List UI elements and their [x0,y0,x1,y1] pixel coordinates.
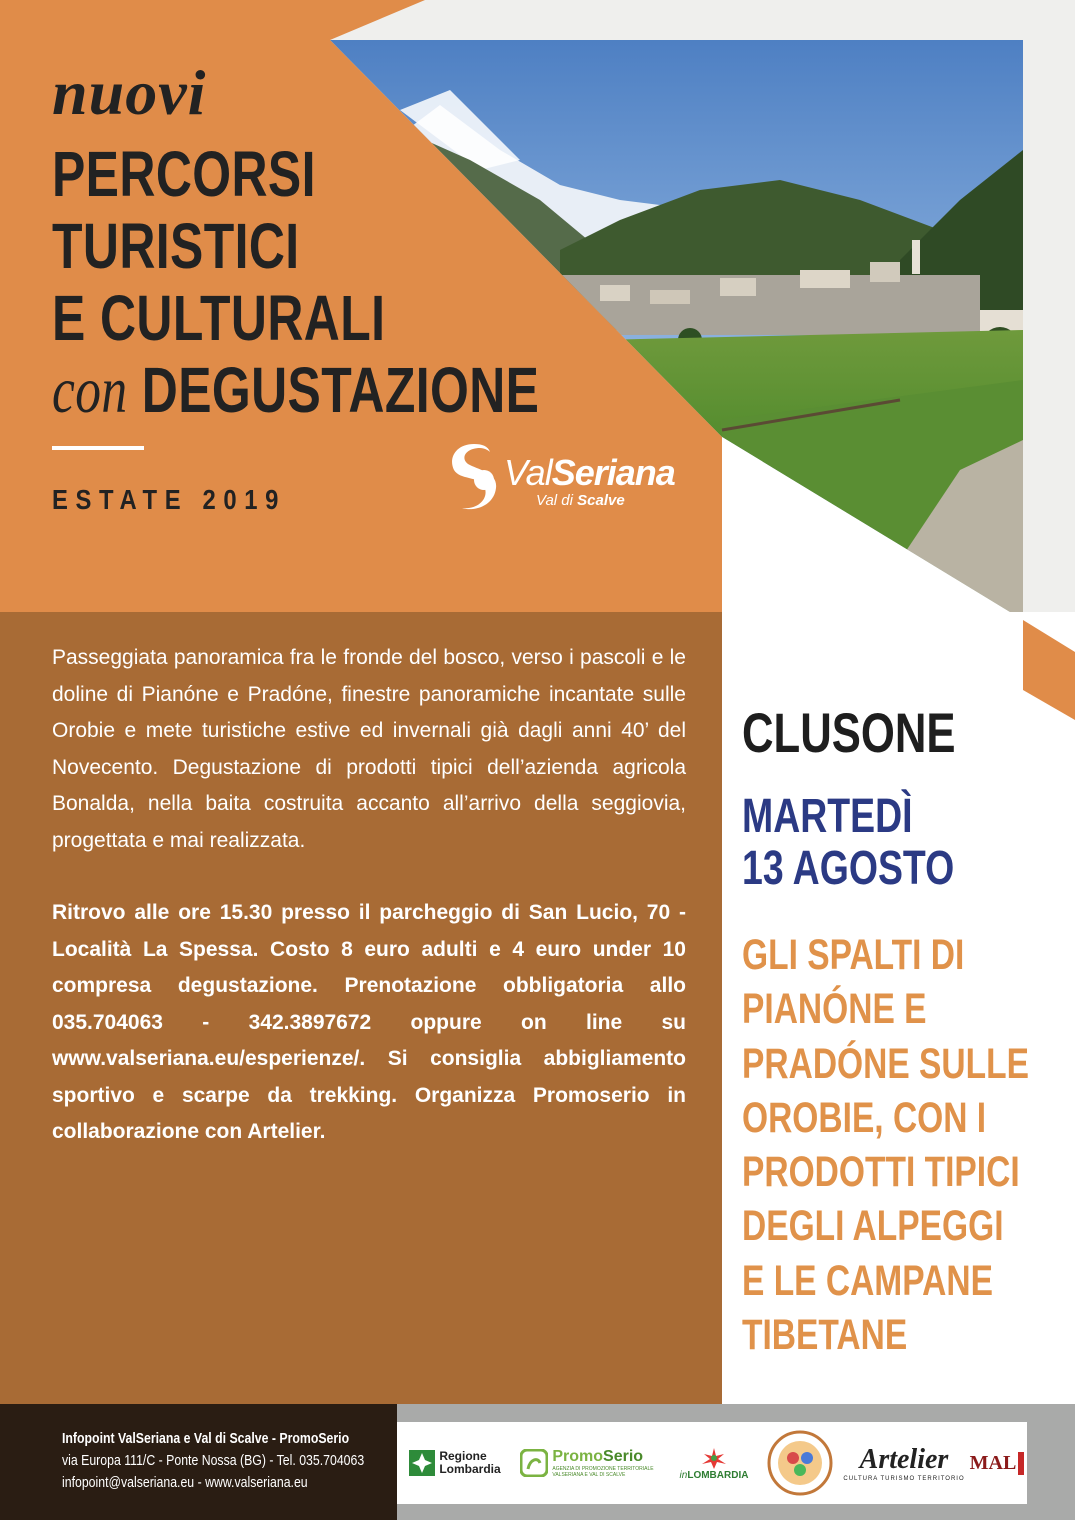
promoserio-label-2: Serio [603,1448,644,1465]
brand-sub-part1: Val di [536,492,578,509]
event-title-line: GLI SPALTI DI [742,931,965,979]
inlombardia-label-1: in [679,1469,688,1481]
mal-label: MAL [970,1452,1025,1475]
header-con: con [52,354,128,427]
event-date: 13 AGOSTO [742,842,955,895]
description-paragraph-1: Passeggiata panoramica fra le fronde del bosco, verso i pascoli e le doline di Pianóne e Pradóne, finestre panoramiche incantate sulle Orobie e mete turistiche estive ed invernali già dagli anni 40’ del Novecento. Degustazione di prodotti tipici dell’azienda agricola Bonalda, nella baita costruita accanto all’arrivo della seggiovia, progettata e mai realizzata. [52,646,686,852]
header-title-line-2: TURISTICI [52,210,300,282]
artelier-label: Artelier [859,1444,949,1475]
promoserio-icon [520,1449,548,1477]
footer-contact [62,1428,364,1494]
promoserio-label-1: Promo [552,1448,604,1465]
header-title-line-1: PERCORSI [52,138,316,210]
event-title-line: E LE CAMPANE [742,1256,993,1305]
event-title-line: PRADÓNE SULLE [742,1039,1029,1088]
event-title-line: PIANÓNE E [742,985,927,1034]
event-date-day: MARTEDÌ [742,790,913,843]
event-title-line: DEGLI ALPEGGI [742,1202,1004,1251]
season-label: ESTATE 2019 [52,484,287,515]
event-title-line: TIBETANE [742,1311,908,1360]
description-paragraph-2: Ritrovo alle ore 15.30 presso il parcheggio di San Lucio, 70 - Località La Spessa. Costo 8 euro adulti e 4 euro under 10 compresa degustazione. Prenotazione obbligatoria allo 035.704063 - 342.3897672 oppure on line su www.valseriana.eu/esperienze/. Si consiglia abbigliamento sportivo e scarpe da trekking. Organizza Promoserio in collaborazione con Artelier. [52,901,686,1143]
promoserio-sub-2: VALSERIANA E VAL DI SCALVE [552,1472,626,1478]
inlombardia-logo [669,1422,759,1504]
brand-name-part2: Seriana [551,452,675,493]
footer-line-2: via Europa 111/C - Ponte Nossa (BG) - Tel. 035.704063 [62,1452,365,1469]
inlombardia-icon [699,1446,729,1470]
brand-sub-part2: Scalve [577,492,625,509]
header-title-line-4 [52,354,539,427]
title-divider [52,446,144,450]
event-title-line: OROBIE, CON I [742,1093,987,1142]
institute-seal-logo [765,1422,835,1504]
artelier-sub: CULTURA TURISMO TERRITORIO [843,1476,965,1482]
promoserio-sub: AGENZIA DI PROMOZIONE TERRITORIALE [552,1466,654,1472]
regione-lombardia-logo [405,1422,505,1504]
header-title-line-3: E CULTURALI [52,282,386,354]
inlombardia-label-2: LOMBARDIA [687,1469,749,1481]
event-title [742,928,1054,1362]
valseriana-logo [444,440,704,520]
mal-club-logo [971,1422,1023,1504]
seal-icon [767,1430,833,1496]
valseriana-logo-icon [444,440,504,514]
header-nuovi: nuovi [52,57,207,128]
partner-logos [397,1422,1027,1504]
footer-line-1: Infopoint ValSeriana e Val di Scalve - PromoSerio [62,1430,350,1447]
footer-line-3: infopoint@valseriana.eu - www.valseriana.eu [62,1474,308,1491]
regione-label-2: Lombardia [439,1462,501,1476]
event-title-line: PRODOTTI TIPICI [742,1148,1020,1197]
regione-lombardia-icon [409,1450,435,1476]
promoserio-logo [519,1422,655,1504]
artelier-logo [845,1422,963,1504]
brand-name-part1: Val [504,452,552,493]
event-location: CLUSONE [742,701,956,764]
description-body [52,640,686,1151]
header-degustazione: DEGUSTAZIONE [141,354,540,426]
regione-label-1: Regione [439,1449,487,1463]
